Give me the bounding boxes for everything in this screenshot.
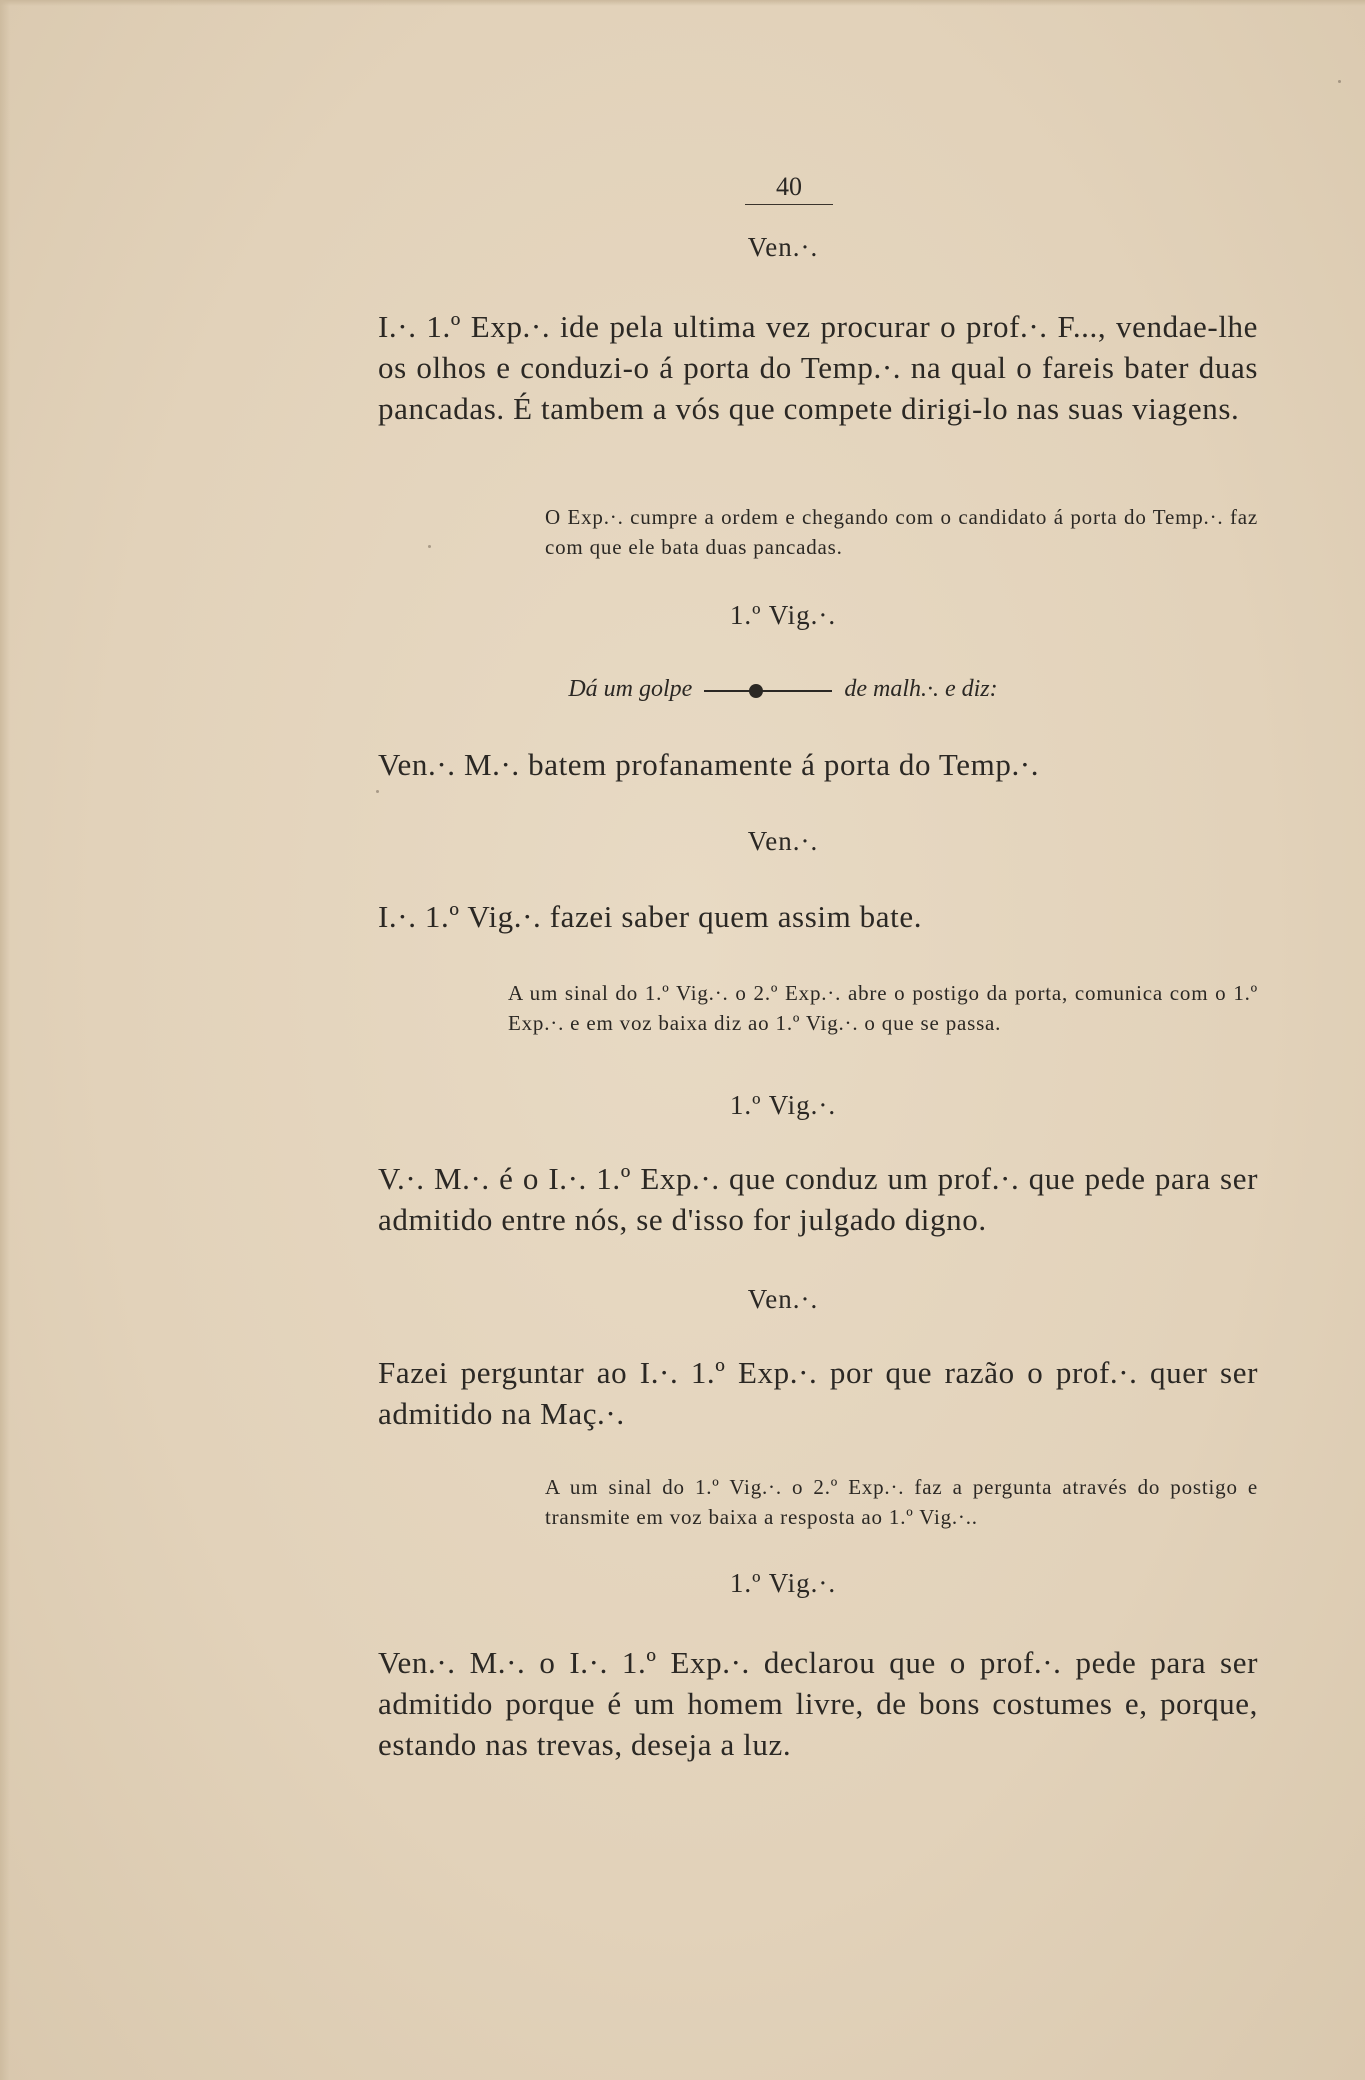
speech-text: V.·. M.·. é o I.·. 1.º Exp.·. que conduz um prof.·. que pede para ser admitido entre nós, se d'isso for julgado digno. <box>378 1161 1258 1237</box>
paper-speck <box>376 790 379 793</box>
stage-direction <box>308 1472 1258 1532</box>
speaker-vig: 1.º Vig.·. <box>729 600 837 630</box>
stage-text-after: de malh.·. e diz: <box>844 676 998 702</box>
speaker-ven: Ven.·. <box>747 232 819 262</box>
stage-direction <box>308 978 1258 1038</box>
speech-text: Fazei perguntar ao I.·. 1.º Exp.·. por que razão o prof.·. quer ser admitido na Maç.·. <box>378 1355 1258 1431</box>
stage-direction-text: A um sinal do 1.º Vig.·. o 2.º Exp.·. faz a pergunta através do postigo e transmite em voz baixa a resposta ao 1.º Vig.·.. <box>545 1475 1258 1529</box>
paragraph-speech <box>308 1352 1258 1434</box>
speaker-vig: 1.º Vig.·. <box>729 1568 837 1598</box>
stage-direction-italic <box>308 676 1258 703</box>
page-edge-top <box>0 0 1365 6</box>
paragraph-speech <box>308 306 1258 429</box>
speech-text: Ven.·. M.·. o I.·. 1.º Exp.·. declarou que o prof.·. pede para ser admitido porque é um homem livre, de bons costumes e, porque, estando nas trevas, deseja a luz. <box>378 1645 1258 1762</box>
stage-direction <box>308 502 1258 562</box>
speaker-ven: Ven.·. <box>747 1284 819 1314</box>
paragraph-speech <box>308 1158 1258 1240</box>
page-edge-left <box>0 0 10 2080</box>
paragraph-speech <box>308 1642 1258 1765</box>
stage-direction-text: O Exp.·. cumpre a ordem e chegando com o candidato á porta do Temp.·. faz com que ele bata duas pancadas. <box>545 505 1258 559</box>
speech-text: I.·. 1.º Vig.·. fazei saber quem assim bate. <box>378 899 923 934</box>
stage-direction-text: A um sinal do 1.º Vig.·. o 2.º Exp.·. abre o postigo da porta, comunica com o 1.º Exp.·. e em voz baixa diz ao 1.º Vig.·. o que se passa. <box>508 981 1258 1035</box>
paragraph-speech <box>308 744 1258 785</box>
stage-text-before: Dá um golpe <box>568 676 693 702</box>
speech-text: Ven.·. M.·. batem profanamente á porta do Temp.·. <box>378 747 1040 782</box>
page-number: 40 <box>745 172 833 205</box>
paper-speck <box>1338 80 1341 83</box>
mallet-icon <box>704 680 832 700</box>
speech-text: I.·. 1.º Exp.·. ide pela ultima vez procurar o prof.·. F..., vendae-lhe os olhos e conduzi-o á porta do Temp.·. na qual o fareis bater duas pancadas. É tambem a vós que compete dirigi-lo nas suas viagens. <box>378 309 1258 426</box>
speaker-vig: 1.º Vig.·. <box>729 1090 837 1120</box>
paragraph-speech <box>308 896 1258 937</box>
speaker-ven: Ven.·. <box>747 826 819 856</box>
